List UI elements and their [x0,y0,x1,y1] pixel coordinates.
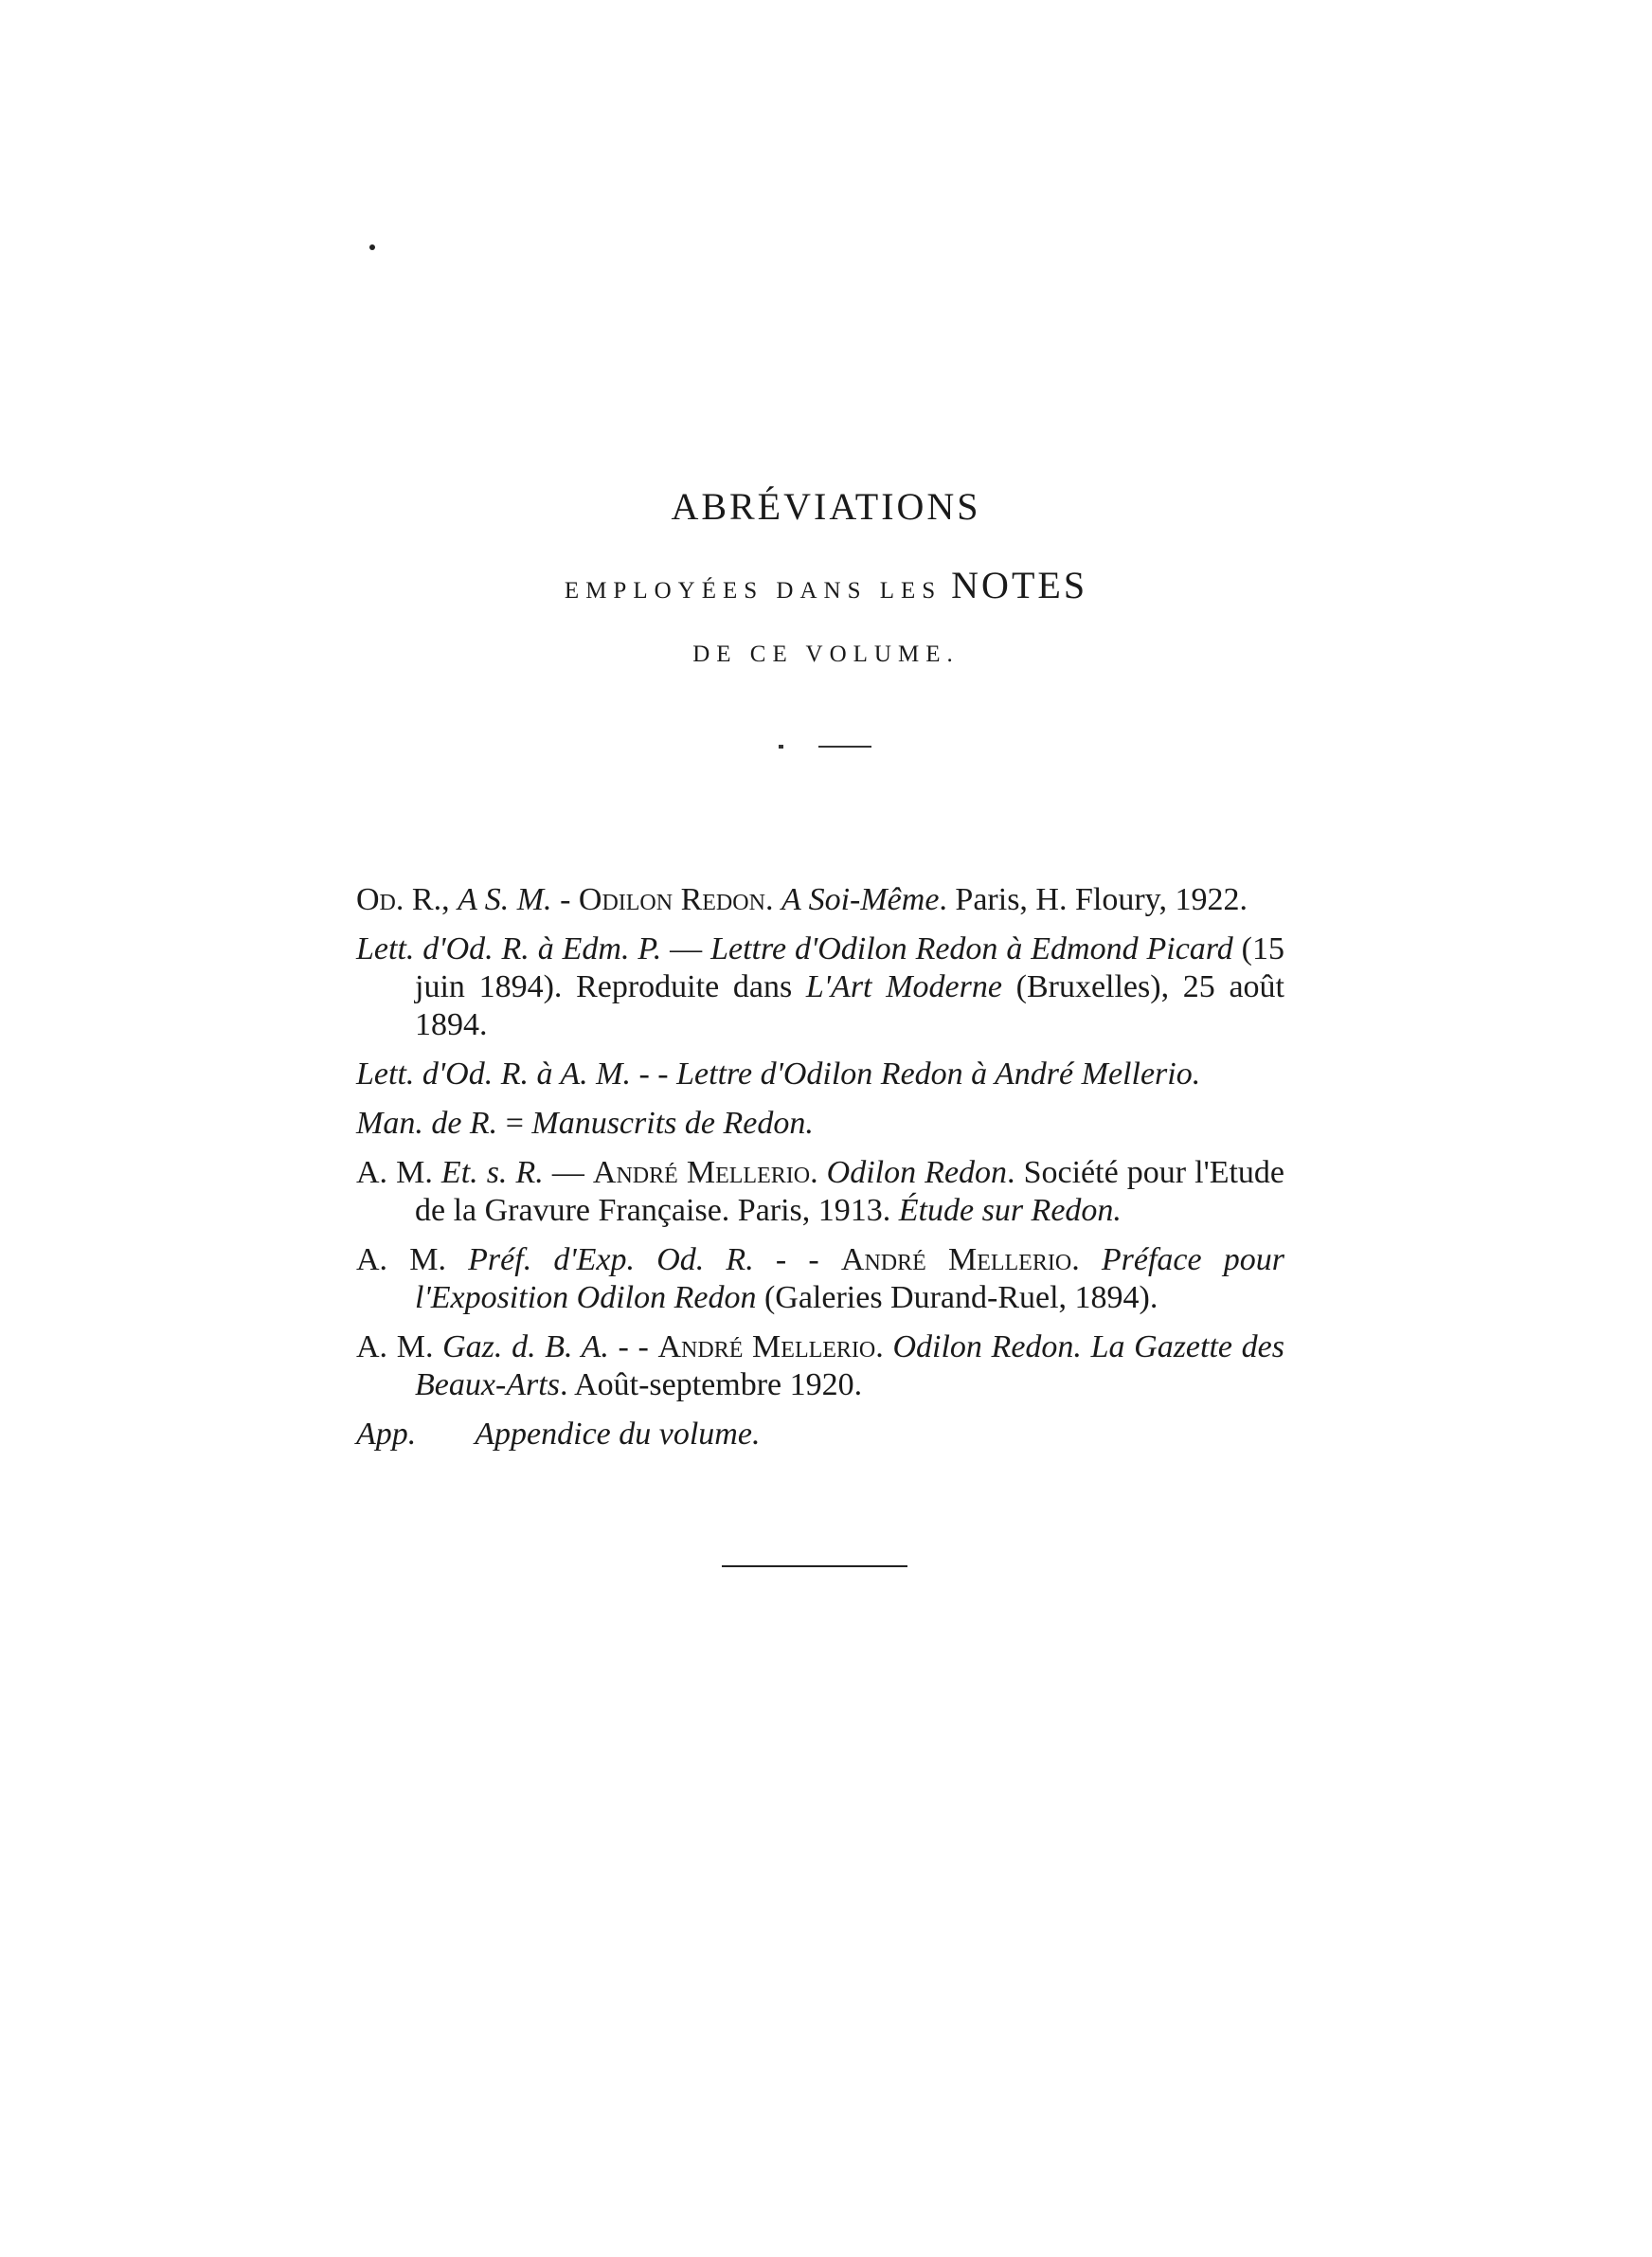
entry-author: André Mellerio [840,1242,1072,1277]
entry-rest: (15 juin 1894). Reproduite dans [415,931,1284,1004]
entry-abbr-italic: Et. s. R. [440,1155,544,1190]
entry-dash: — [661,931,711,966]
entry-work-2: Étude sur Redon. [898,1193,1122,1228]
abbreviation-list [356,881,1284,1465]
abbreviation-entry-2 [356,930,1284,1044]
abbreviation-entry-5 [356,1154,1284,1230]
abbreviation-entry-1 [356,881,1284,919]
entry-work-2: L'Art Moderne [805,969,1002,1004]
entry-rest-2: (Bruxelles), 25 août 1894. [415,969,1284,1042]
closing-rule [722,1565,907,1567]
entry-sep: . [1071,1242,1102,1277]
abbreviation-entry-8 [356,1416,1284,1454]
entry-author: André Mellerio [657,1329,876,1364]
entry-work: Odilon Redon [826,1155,1008,1190]
entry-dash: = [497,1106,532,1141]
page-subtitle [0,557,1652,620]
entry-rest: . Août-septembre 1920. [559,1367,863,1402]
entry-work: A Soi-Même [781,882,940,917]
entry-abbr: App. [356,1417,417,1452]
title-ornament [779,744,892,749]
entry-work: Manuscrits de Redon. [531,1106,814,1141]
subtitle-small-caps: EMPLOYÉES DANS LES [564,578,943,604]
entry-abbr-italic: Gaz. d. B. A. [442,1329,609,1364]
entry-work: Odilon Redon. La Gazette des Beaux-Arts [415,1329,1284,1402]
entry-author: Odilon Redon [578,882,765,917]
entry-dash: - - [608,1329,658,1364]
entry-sep: . [810,1155,827,1190]
entry-abbr: A. M. [356,1329,443,1364]
abbreviation-entry-3 [356,1056,1284,1093]
entry-sep: . [764,882,781,917]
entry-dash: - [551,882,579,917]
stray-dot-mark [369,244,375,250]
ornament-line [818,746,871,748]
page-subtitle-line2: DE CE VOLUME. [692,641,960,667]
entry-abbr-italic: A S. M. [458,882,552,917]
entry-work: Appendice du volume. [475,1417,761,1452]
entry-work: Lettre d'Odilon Redon à André Mellerio. [676,1056,1201,1092]
entry-abbr: Od. R., [356,882,458,917]
entry-work: Lettre d'Odilon Redon à Edmond Picard [710,931,1233,966]
entry-sep: . [875,1329,893,1364]
ornament-dot [779,745,783,749]
entry-rest: (Galeries Durand-Ruel, 1894). [756,1280,1158,1315]
entry-abbr: Lett. d'Od. R. à Edm. P. [356,931,662,966]
entry-abbr: Lett. d'Od. R. à A. M. [356,1056,631,1092]
abbreviation-entry-6 [356,1241,1284,1317]
entry-rest: . Société pour l'Etude de la Gravure Française. Paris, 1913. [415,1155,1285,1228]
entry-abbr: Man. de R. [356,1106,498,1141]
entry-abbr: A. M. [356,1155,441,1190]
entry-author: André Mellerio [592,1155,811,1190]
entry-abbr-italic: Préf. d'Exp. Od. R. [468,1242,754,1277]
page-title: ABRÉVIATIONS [671,485,981,528]
abbreviation-entry-7 [356,1328,1284,1404]
entry-abbr: A. M. [356,1242,469,1277]
entry-dash: — [543,1155,593,1190]
subtitle-notes: NOTES [951,564,1088,606]
entry-dash: - - [630,1056,677,1092]
entry-dash: - - [753,1242,841,1277]
entry-rest: . Paris, H. Floury, 1922. [939,882,1248,917]
abbreviation-entry-4 [356,1105,1284,1143]
entry-work: Préface pour l'Exposition Odilon Redon [415,1242,1285,1315]
